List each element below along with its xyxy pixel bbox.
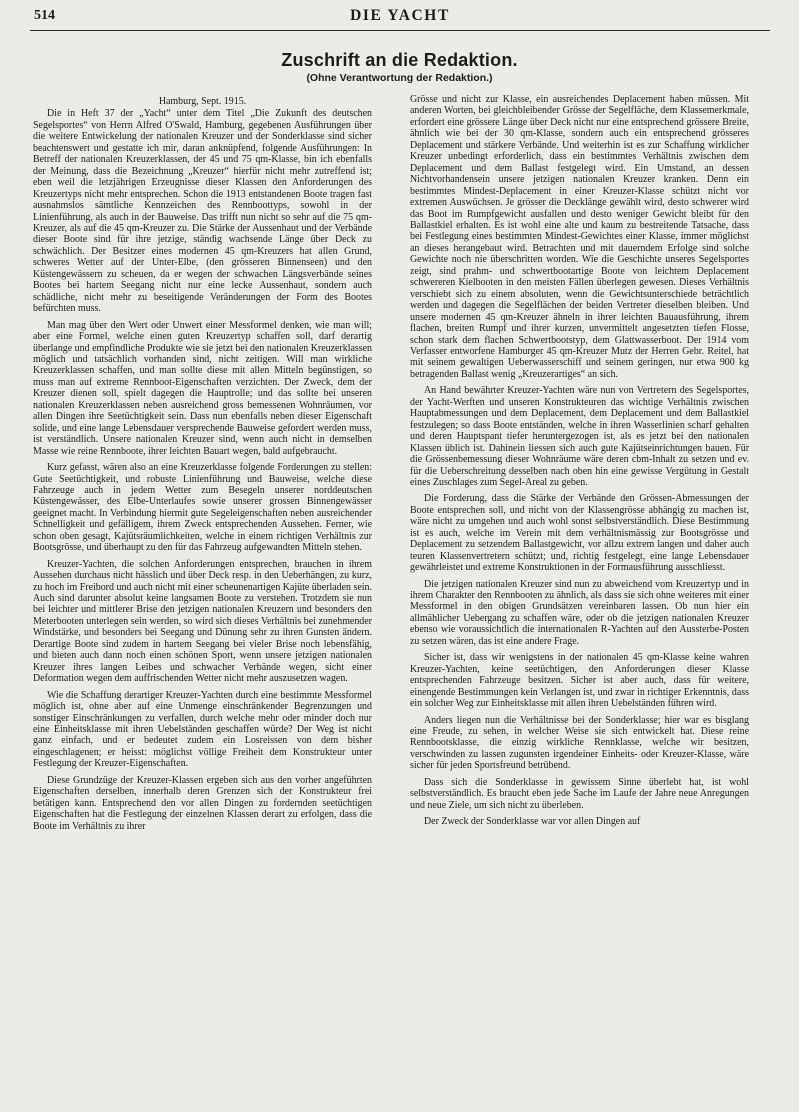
paragraph: Sicher ist, dass wir wenigstens in der nationalen 45 qm-Klasse keine wahren Kreuzer-Yachten, keine seetüchtigen, den Anforderungen dieser Klasse entsprechenden Fahrzeuge besitzen. Sicher ist aber auch, dass für weitere, einengende Bestimmungen kein Verlangen ist, und zwar in richtiger Erkenntnis, dass ein solcher Weg zur Einheitsklasse mit allen ihren Uebelständen führen wird. — [410, 652, 749, 710]
dateline: Hamburg, Sept. 1915. — [158, 96, 247, 107]
paragraph: Die Forderung, dass die Stärke der Verbände den Grössen-Abmessungen der Boote entsprechen soll, und nicht von der Klassengrösse abhängig zu machen ist, wäre nicht zu umgehen und auch wohl sonst selbstverständlich. Diese Bestimmung ist es auch, welche im Verein mit dem verhältnismässig zur Bootsgrösse und Deplacement zu setzendem Ballastgewicht, vor allzu extrem langen und daher auch teuren Klassenvertretern schützt; und, richtig festgelegt, eine lange Lebensdauer gewährleistet und extreme Konstruktionen in der Formausführung ausschliesst. — [410, 493, 749, 574]
article-subtitle: (Ohne Verantwortung der Redaktion.) — [306, 72, 493, 84]
article-title: Zuschrift an die Redaktion. — [281, 50, 518, 70]
left-column — [33, 94, 372, 832]
paragraph: Man mag über den Wert oder Unwert einer Messformel denken, wie man will; aber eine Formel, welche einen guten Kreuzertyp schaffen soll, darf derartig überlange und empfindliche Produkte wie sie jetzt bei den nationalen Kreuzerklassen möglich und tatsächlich vorhanden sind, nicht zeitigen. Will man wirkliche Kreuzerklassen schaffen, und man sollte diese mit allen Mitteln begünstigen, so muss man auf extreme Rennboot-Eigenschaften verzichten. Der Zweck, dem der Kreuzer dienen soll, spielt dagegen die Hauptrolle; und das sollte bei unseren nationalen Kreuzerklassen neben ausreichend gross bemessenen Wohnräumen, vor allen Dingen ihre Seetüchtigkeit sein. Dass nun ebenfalls neben dieser Eigenschaft solide, und eine lange Lebensdauer versprechende Bauweise gefordert werden muss, ist verständlich. Unsere nationalen Kreuzer sind, wenn auch nicht in demselben Masse wie reine Rennboote, ihrer leichten Bauart wegen, bald aufgebraucht. — [33, 319, 372, 457]
paragraph: Der Zweck der Sonderklasse war vor allen Dingen auf — [424, 816, 641, 828]
paragraph: Die jetzigen nationalen Kreuzer sind nun zu abweichend vom Kreuzertyp und in ihrem Charakter den Rennbooten zu ähnlich, als dass sie sich ohne weiteres mit einer Messformel in den obigen Grundsätzen vereinbaren lassen. Ob nun hier ein allmählicher Uebergang zu schaffen wäre, oder ob die jetzigen nationalen Kreuzer ebenso wie voraussichtlich die internationalen R-Yachten auf den Aussterbe-Posten zu setzen wären, das ist eine andere Frage. — [410, 578, 749, 647]
paragraph: Die in Heft 37 der „Yacht“ unter dem Titel „Die Zukunft des deutschen Segelsportes“ von Herrn Alfred O'Swald, Hamburg, gegebenen Ausführungen über die weitere Entwickelung der nationalen Kreuzer und der Sonderklasse sind sicher beachtenswert und gestatte ich mir, daran anknüpfend, folgende Ausführungen: In Betreff der nationalen Kreuzerklassen, der 45 und 75 qm-Klasse, bin ich ebenfalls der Meinung, dass die Bezeichnung „Kreuzer“ hierfür nicht mehr zutreffend ist; eben weil die letzjährigen Erzeugnisse dieser Klassen den Anforderungen des Kreuzertyps nicht mehr entsprechen. Schon die 1913 entstandenen Boote tragen fast ausnahmslos sämtliche Kennzeichen des Rennboottyps, sowohl in der Linienführung, als auch in der Bauweise. Das trifft nun nicht so sehr auf die 75 qm-Kreuzer, als auf die 45 qm-Kreuzer zu. Die Stärke der Aussenhaut und der Verbände dieser Boote sind für ihre jetzige, ständig wachsende Länge über Deck zu schwächlich. Der Besitzer eines modernen 45 qm-Kreuzers hat allen Grund, schweres Wetter auf der Unter-Elbe, (den grösseren Binnenseen) und den Küstengewässern zu scheuen, da er wegen der schwachen Längsverbände seines Bootes bei hartem Seegang nicht nur eine leckе Aussenhaut, sondern auch schädliche, nicht mehr zu beseitigende Veränderungen der Form des Bootes befürchten muss. — [33, 108, 372, 315]
right-column — [410, 94, 749, 828]
running-head: DIE YACHT — [350, 7, 450, 24]
paragraph: Kreuzer-Yachten, die solchen Anforderungen entsprechen, brauchen in ihrem Aussehen durchaus nicht hässlich und über Deck resp. in den Ueberhängen, zu kurz, zu hoch im Freibord und auch nicht mit einer scheunenartigen Kajüte überladen sein. Auch sind darunter absolut keine langsamen Boote zu verstehen. Trotzdem sie nun bei leichter und mittlerer Brise den jetzigen nationalen Kreuzern und besonders den Meterbooten unterlegen sein werden, so wird sich dieses Verhältnis bei zunehmender Windstärke, und besonders bei Seegang und Dünung sehr zu ihren Gunsten ändern. Derartige Boote sind zudem in hartem Seegang bei vieler Brise noch lebensfähig, und bieten auch dann noch einen schönen Sport, wenn unsere jetzigen nationalen Kreuzer ihres langen Leibes und schwacher Verbände wegen, sicht einer Deformation wegen dem auffrischenden Wetter nicht mehr auszusetzen wagen. — [33, 558, 372, 685]
page-header — [30, 6, 770, 31]
paragraph: Grösse und nicht zur Klasse, ein ausreichendes Deplacement haben müssen. Mit anderen Worten, bei gleichbleibender Grösse der Segelfläche, dem Klassemerkmale, erfordert eine grössere Länge über Deck nicht nur eine entsprechend grössere Breite, ähnlich wie bei der 30 qm-Klasse, sondern auch ein entsprechend grösseres Deplacement und stärkere Verbände. Und weiterhin ist es zur Schaffung wirklicher Kreuzer unbedingt erforderlich, dass ein bestimmtes Verhältnis zwischen dem Deplacement und dem Ballast festgelegt wird. Ein Umstand, an dessen Nichtvorhandensein unsere jetzigen nationalen Kreuzer kranken. Denn ein bestimmtes Mindest-Deplacement in einer Kreuzer-Klasse schützt nicht vor extremen Auswüchsen. Je grösser die Decklänge gewählt wird, desto schwerer wird das Boot im Rumpfgewicht ausfallen und desto weniger Gewicht bleibt für den Ballastkiel erhalten. Es ist wohl eine alte und kaum zu bestreitende Tatsache, dass bei Festlegung eines bestimmten Mindest-Gewichtes einer Klasse, immer möglichst an dieses herangebaut wird. Betrachten und mit dauerndem Erfolge sind solche Gewichte noch nie überschritten worden. Wie die Geschichte unseres Segelsportes zeigt, sind prahm- und schwertbootartige Boote von leichtem Deplacement schwereren Kielbooten in den meisten Fällen überlegen gewesen. Dieses Verhältnis verschiebt sich zu einem absoluten, wenn die Gewichtsunterschiede beträchtlich werden und dagegen die Segelflächen der beiden Vertreter dieselben bleiben. Und unsere modernen 45 qm-Kreuzer ähneln in ihrer leichten Bauausführung, ihrem flachen, breiten Rumpf und ihrer kurzen, unvermittelt angesetzten tiefen Flosse, schon stark dem flachen Schwertbootstyp, dem Glattwasserboot. Der 1914 vom Verfasser entworfene Hamburger 45 qm-Kreuzer Mutz der Herren Gebr. Reitel, hat mit seinem gewaltigen Ueberwasserschiff und seinem geringen, nur etwa 900 kg betragenden Ballast wenig „Kreuzerartiges“ an sich. — [410, 94, 749, 380]
paragraph: Diese Grundzüge der Kreuzer-Klassen ergeben sich aus den vorher angeführten Eigenschaften derselben, innerhalb deren Grenzen sich der Konstrukteur frei betätigen kann. Entsprechend den vor allen Dingen zu fordernden seetüchtigen Eigenschaften hat die Festlegung der einzelnen Klassen derart zu erfolgen, dass die Boote im Verhältnis zu ihrer — [33, 774, 372, 832]
page-number: 514 — [34, 8, 55, 23]
paragraph: Kurz gefasst, wären also an eine Kreuzerklasse folgende Forderungen zu stellen: Gute Seetüchtigkeit, und robuste Linienführung und Bauweise, welche diese Fahrzeuge auch in jedem Wetter zum Besegeln unserer norddeutschen Küstengewässer, des Elbe-Unterlaufes sowie unserer grossen Binnengewässer geeignet macht. In Verbindung hiermit gute Segeleigenschaften neben ausreichender Schnelligkeit und gefälligem, ihrem Zweck entsprechenden Aussehen. Ferner, wie schon oben gesagt, Kajütsräumlichkeiten, welche in einem richtigen Verhältnis zur Bootsgrösse, und überhaupt zu den für das Fahrzeug aufgewandten Mitteln stehen. — [33, 462, 372, 554]
paragraph: Wie die Schaffung derartiger Kreuzer-Yachten durch eine bestimmte Messformel möglich ist, ohne aber auf eine Unmenge einschränkender Begrenzungen und sonstiger Einschränkungen zu verfallen, durch welche mehr oder minder doch nur eine Einheitsklasse mit ihren Uebelständen geschaffen würde? Der Weg ist nicht ganz einfach, und er bedeutet zudem ein Losreissen von dem bisher eingeschlagenen; er heisst: möglichst völlige Freiheit dem Konstrukteur unter Festlegung der Kreuzer-Eigenschaften. — [33, 689, 372, 770]
paragraph: Dass sich die Sonderklasse in gewissem Sinne überlebt hat, ist wohl selbstverständlich. Es braucht eben jede Sache im Laufe der Jahre neue Anregungen und neue Ziele, um sich nicht zu überleben. — [410, 776, 749, 811]
paragraph: Anders liegen nun die Verhältnisse bei der Sonderklasse; hier war es bisglang eine Freude, zu sehen, in welcher Weise sie sich entwickelt hat. Diese reine Rennbootsklasse, die einzig wirkliche Rennklasse, welche wir besitzen, verschwinden zu lassen zugunsten irgendeiner Einheits- oder Kreuzer-Klasse, wäre sicher für jeden Sportsfreund betrübend. — [410, 714, 749, 772]
paragraph: An Hand bewährter Kreuzer-Yachten wäre nun von Vertretern des Segelsportes, der Yacht-Werften und unseren Konstrukteuren das wichtige Verhältnis zwischen Hauptabmessungen und dem Deplacement, dem Deplacement und dem Ballastkiel festzulegen; so dass Boote entständen, welche in ihren Wasserlinien scharf gehalten und deren Hauptspant tiefer heruntergezogen ist, als es jetzt bei den nationalen Klassen üblich ist. Dahinein liessen sich auch gute Kajütseinrichtungen bauen. Für die Grössenbemessung dieser Wohnräume wäre deren cbm-Inhalt zu setzen und ev. für die Ueberschreitung desselben nach oben hin eine gewisse Vergütung in Gestalt eines Zuschlages zum Segel-Areal zu geben. — [410, 385, 749, 488]
